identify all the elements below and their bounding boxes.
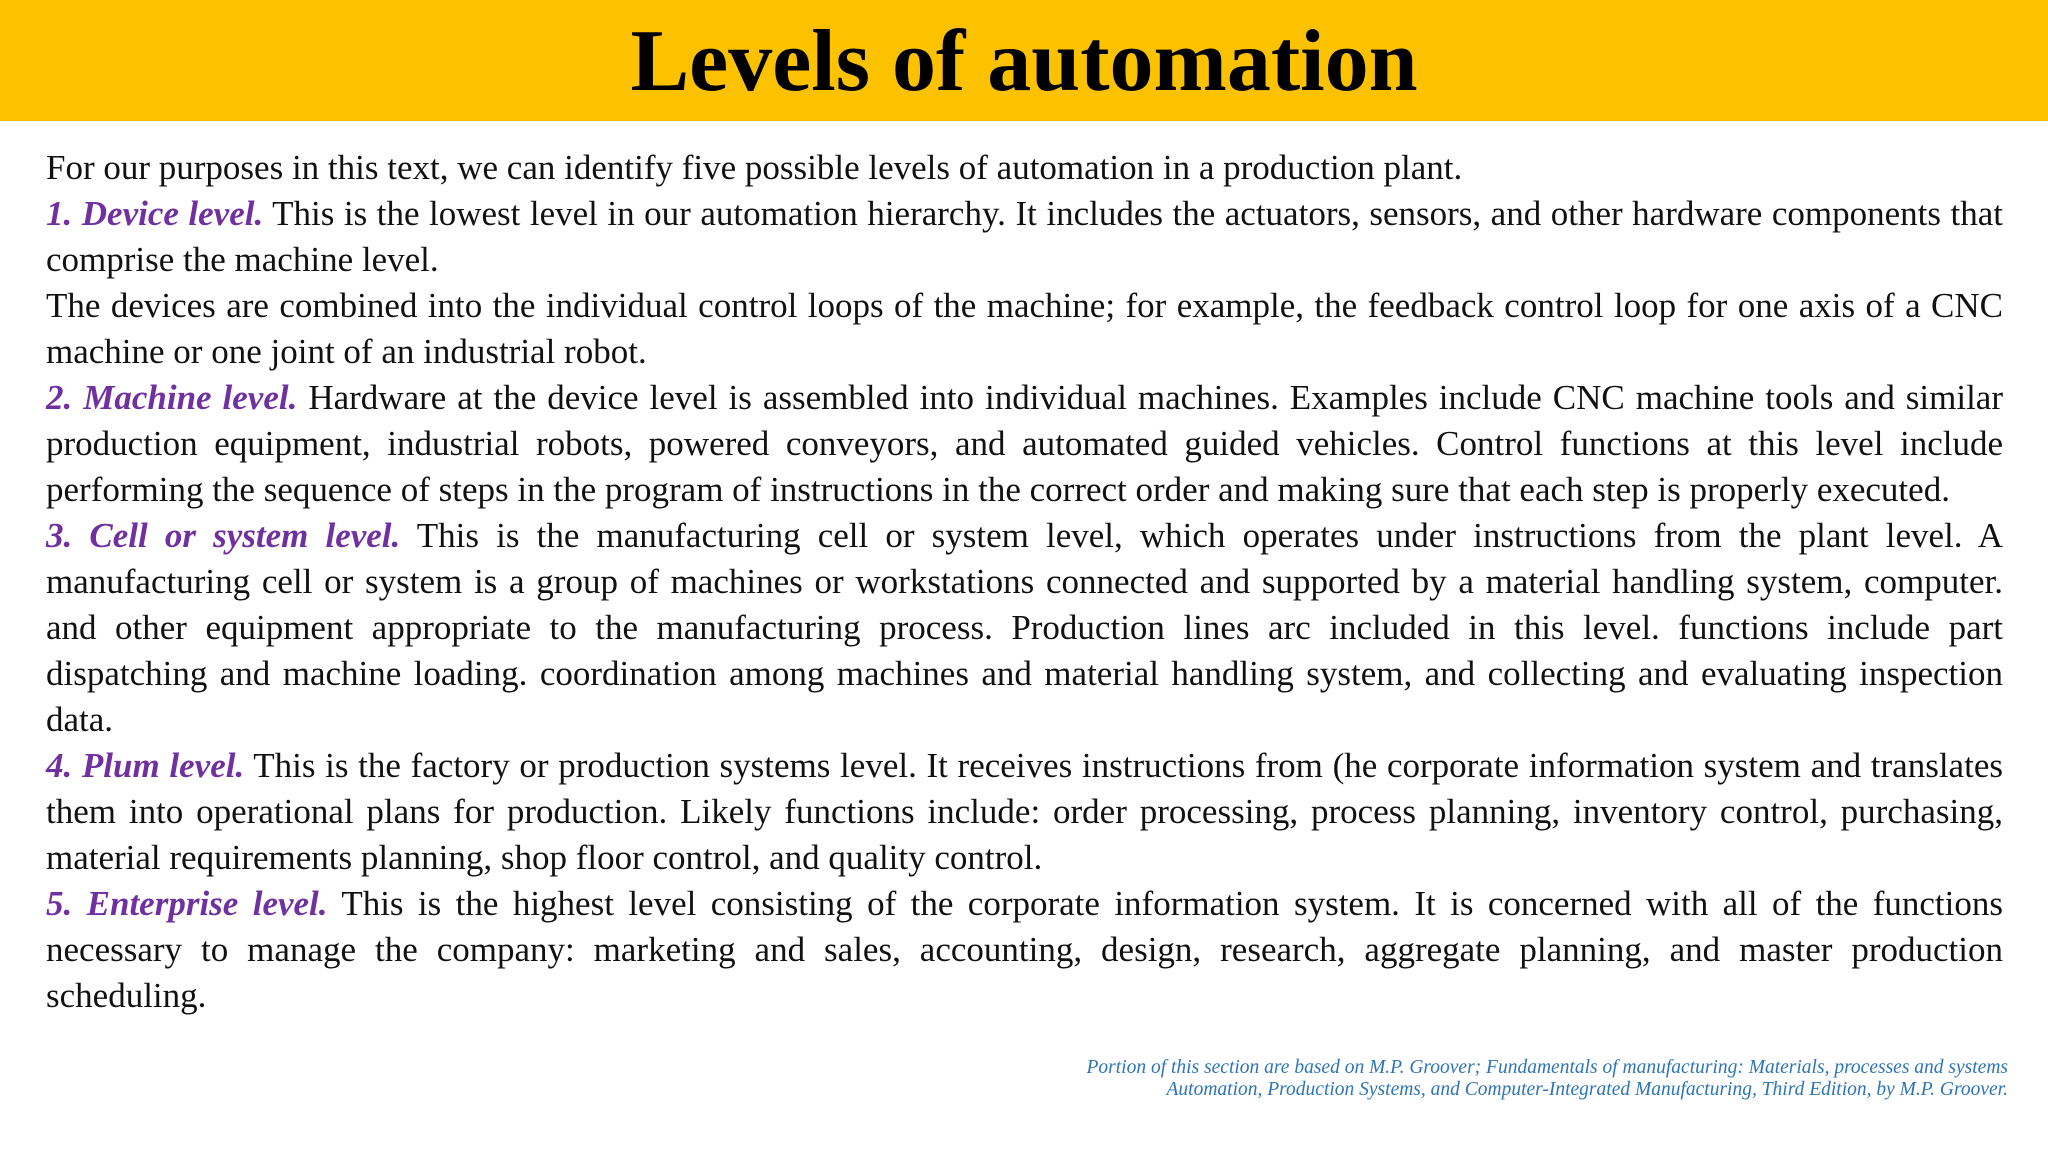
level-1-heading: 1. Device level. — [46, 194, 264, 233]
level-3-heading: 3. Cell or system level. — [46, 516, 401, 555]
footnote-line-2: Automation, Production Systems, and Computer-Integrated Manufacturing, Third Edition, by M.P. Groover. — [1166, 1079, 2008, 1100]
slide-title: Levels of automation — [630, 12, 1418, 110]
level-2-text: Hardware at the device level is assembled into individual machines. Examples include CNC machine tools and similar production equipment, industrial robots, powered conveyors, and automated guided vehicles. Control functions at this level include performing the sequence of steps in the program of instructions in the correct order and making sure that each step is properly executed. — [46, 378, 2004, 509]
level-4-paragraph — [46, 743, 2003, 881]
level-3-paragraph — [46, 513, 2003, 743]
level-4-text: This is the factory or production systems level. It receives instructions from (he corporate information system and translates them into operational plans for production. Likely functions include: order processing, process planning, inventory control, purchasing, material requirements planning, shop floor control, and quality control. — [46, 746, 2003, 877]
title-bar — [0, 0, 2048, 121]
level-5-heading: 5. Enterprise level. — [46, 884, 328, 923]
level-2-paragraph — [46, 375, 2003, 513]
footnote-line-1: Portion of this section are based on M.P. Groover; Fundamentals of manufacturing: Materials, processes and systems — [1086, 1057, 2008, 1078]
level-5-text: This is the highest level consisting of the corporate information system. It is concerned with all of the functions necessary to manage the company: marketing and sales, accounting, design, research, aggregate planning, and master production scheduling. — [46, 884, 2003, 1015]
source-footnote — [708, 1057, 2008, 1101]
level-1-paragraph — [46, 191, 2003, 283]
intro-paragraph: For our purposes in this text, we can identify five possible levels of automation in a production plant. — [46, 148, 1463, 187]
level-1-text: This is the lowest level in our automation hierarchy. It includes the actuators, sensors, and other hardware components that comprise the machine level. — [46, 194, 2003, 279]
device-note-paragraph: The devices are combined into the individual control loops of the machine; for example, the feedback control loop for one axis of a CNC machine or one joint of an industrial robot. — [46, 286, 2003, 371]
slide-body — [46, 145, 2003, 1019]
level-5-paragraph — [46, 881, 2003, 1019]
level-3-text: This is the manufacturing cell or system level, which operates under instructions from the plant level. A manufacturing cell or system is a group of machines or workstations connected and supported by a material handling system, computer. and other equipment appropriate to the manufacturing process. Production lines arc included in this level. functions include part dispatching and machine loading. coordination among machines and material handling system, and collecting and evaluating inspection data. — [46, 516, 2003, 739]
level-2-heading: 2. Machine level. — [46, 378, 298, 417]
level-4-heading: 4. Plum level. — [46, 746, 245, 785]
